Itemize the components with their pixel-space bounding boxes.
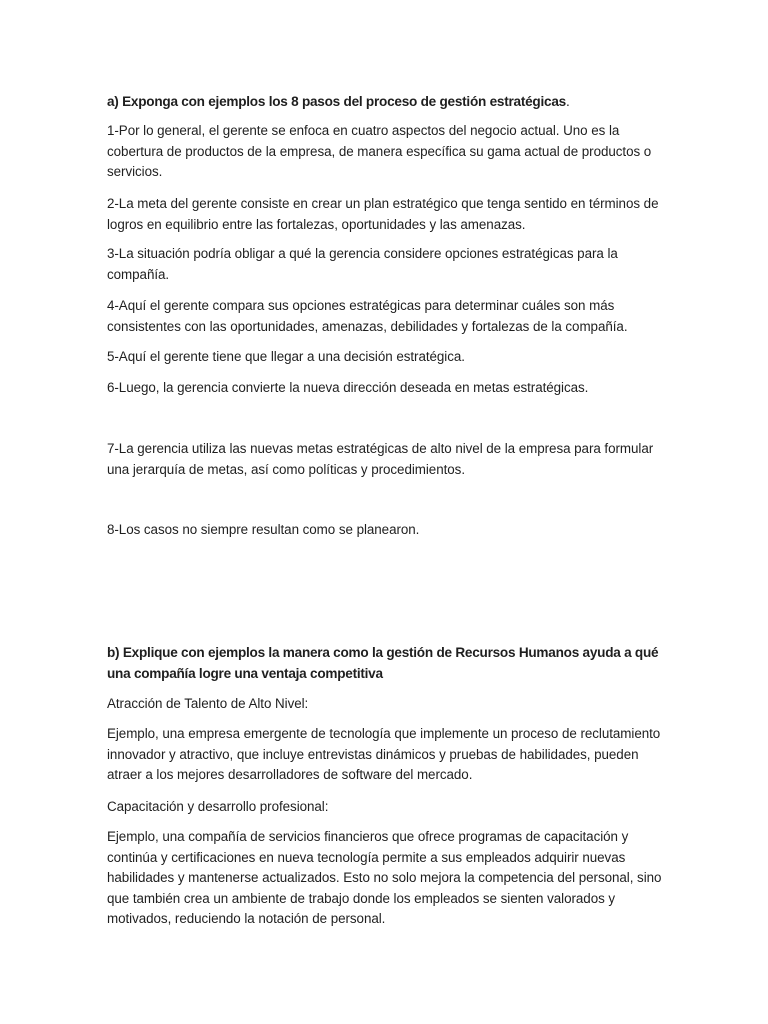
section-a-heading-text: a) Exponga con ejemplos los 8 pasos del proceso de gestión estratégicas [107,94,566,109]
step-7-paragraph: 7-La gerencia utiliza las nuevas metas estratégicas de alto nivel de la empresa para formular una jerarquía de metas, así como políticas y procedimientos. [107,441,654,477]
training-development-subheading: Capacitación y desarrollo profesional: [107,799,329,814]
step-4-paragraph: 4-Aquí el gerente compara sus opciones estratégicas para determinar cuáles son más consistentes con las oportunidades, amenazas, debilidades y fortalezas de la compañía. [107,298,628,334]
talent-attraction-subheading: Atracción de Talento de Alto Nivel: [107,696,309,711]
step-1-paragraph: 1-Por lo general, el gerente se enfoca en cuatro aspectos del negocio actual. Uno es la cobertura de productos de la empresa, de manera específica su gama actual de productos o servicios. [107,123,652,180]
section-b-heading: b) Explique con ejemplos la manera como la gestión de Recursos Humanos ayuda a qué una compañía logre una ventaja competitiva [107,645,659,681]
step-2-paragraph: 2-La meta del gerente consiste en crear un plan estratégico que tenga sentido en términos de logros en equilibrio entre las fortalezas, oportunidades y las amenazas. [107,196,659,232]
section-a-heading-period: . [565,94,570,109]
step-6-paragraph: 6-Luego, la gerencia convierte la nueva dirección deseada en metas estratégicas. [107,380,589,395]
step-8-paragraph: 8-Los casos no siempre resultan como se planearon. [107,522,420,537]
step-3-paragraph: 3-La situación podría obligar a qué la gerencia considere opciones estratégicas para la compañía. [107,246,618,282]
training-development-example: Ejemplo, una compañía de servicios financieros que ofrece programas de capacitación y continúa y certificaciones en nueva tecnología permite a sus empleados adquirir nuevas habilidades y mantenerse actualizados. Esto no solo mejora la competencia del personal, sino que también crea un ambiente de trabajo donde los empleados se sienten valorados y motivados, reduciendo la notación de personal. [107,829,662,927]
step-5-paragraph: 5-Aquí el gerente tiene que llegar a una decisión estratégica. [107,349,465,364]
talent-attraction-example: Ejemplo, una empresa emergente de tecnología que implemente un proceso de reclutamiento innovador y atractivo, que incluye entrevistas dinámicos y pruebas de habilidades, pueden atraer a los mejores desarrolladores de software del mercado. [107,726,661,783]
section-a-heading [107,92,667,113]
